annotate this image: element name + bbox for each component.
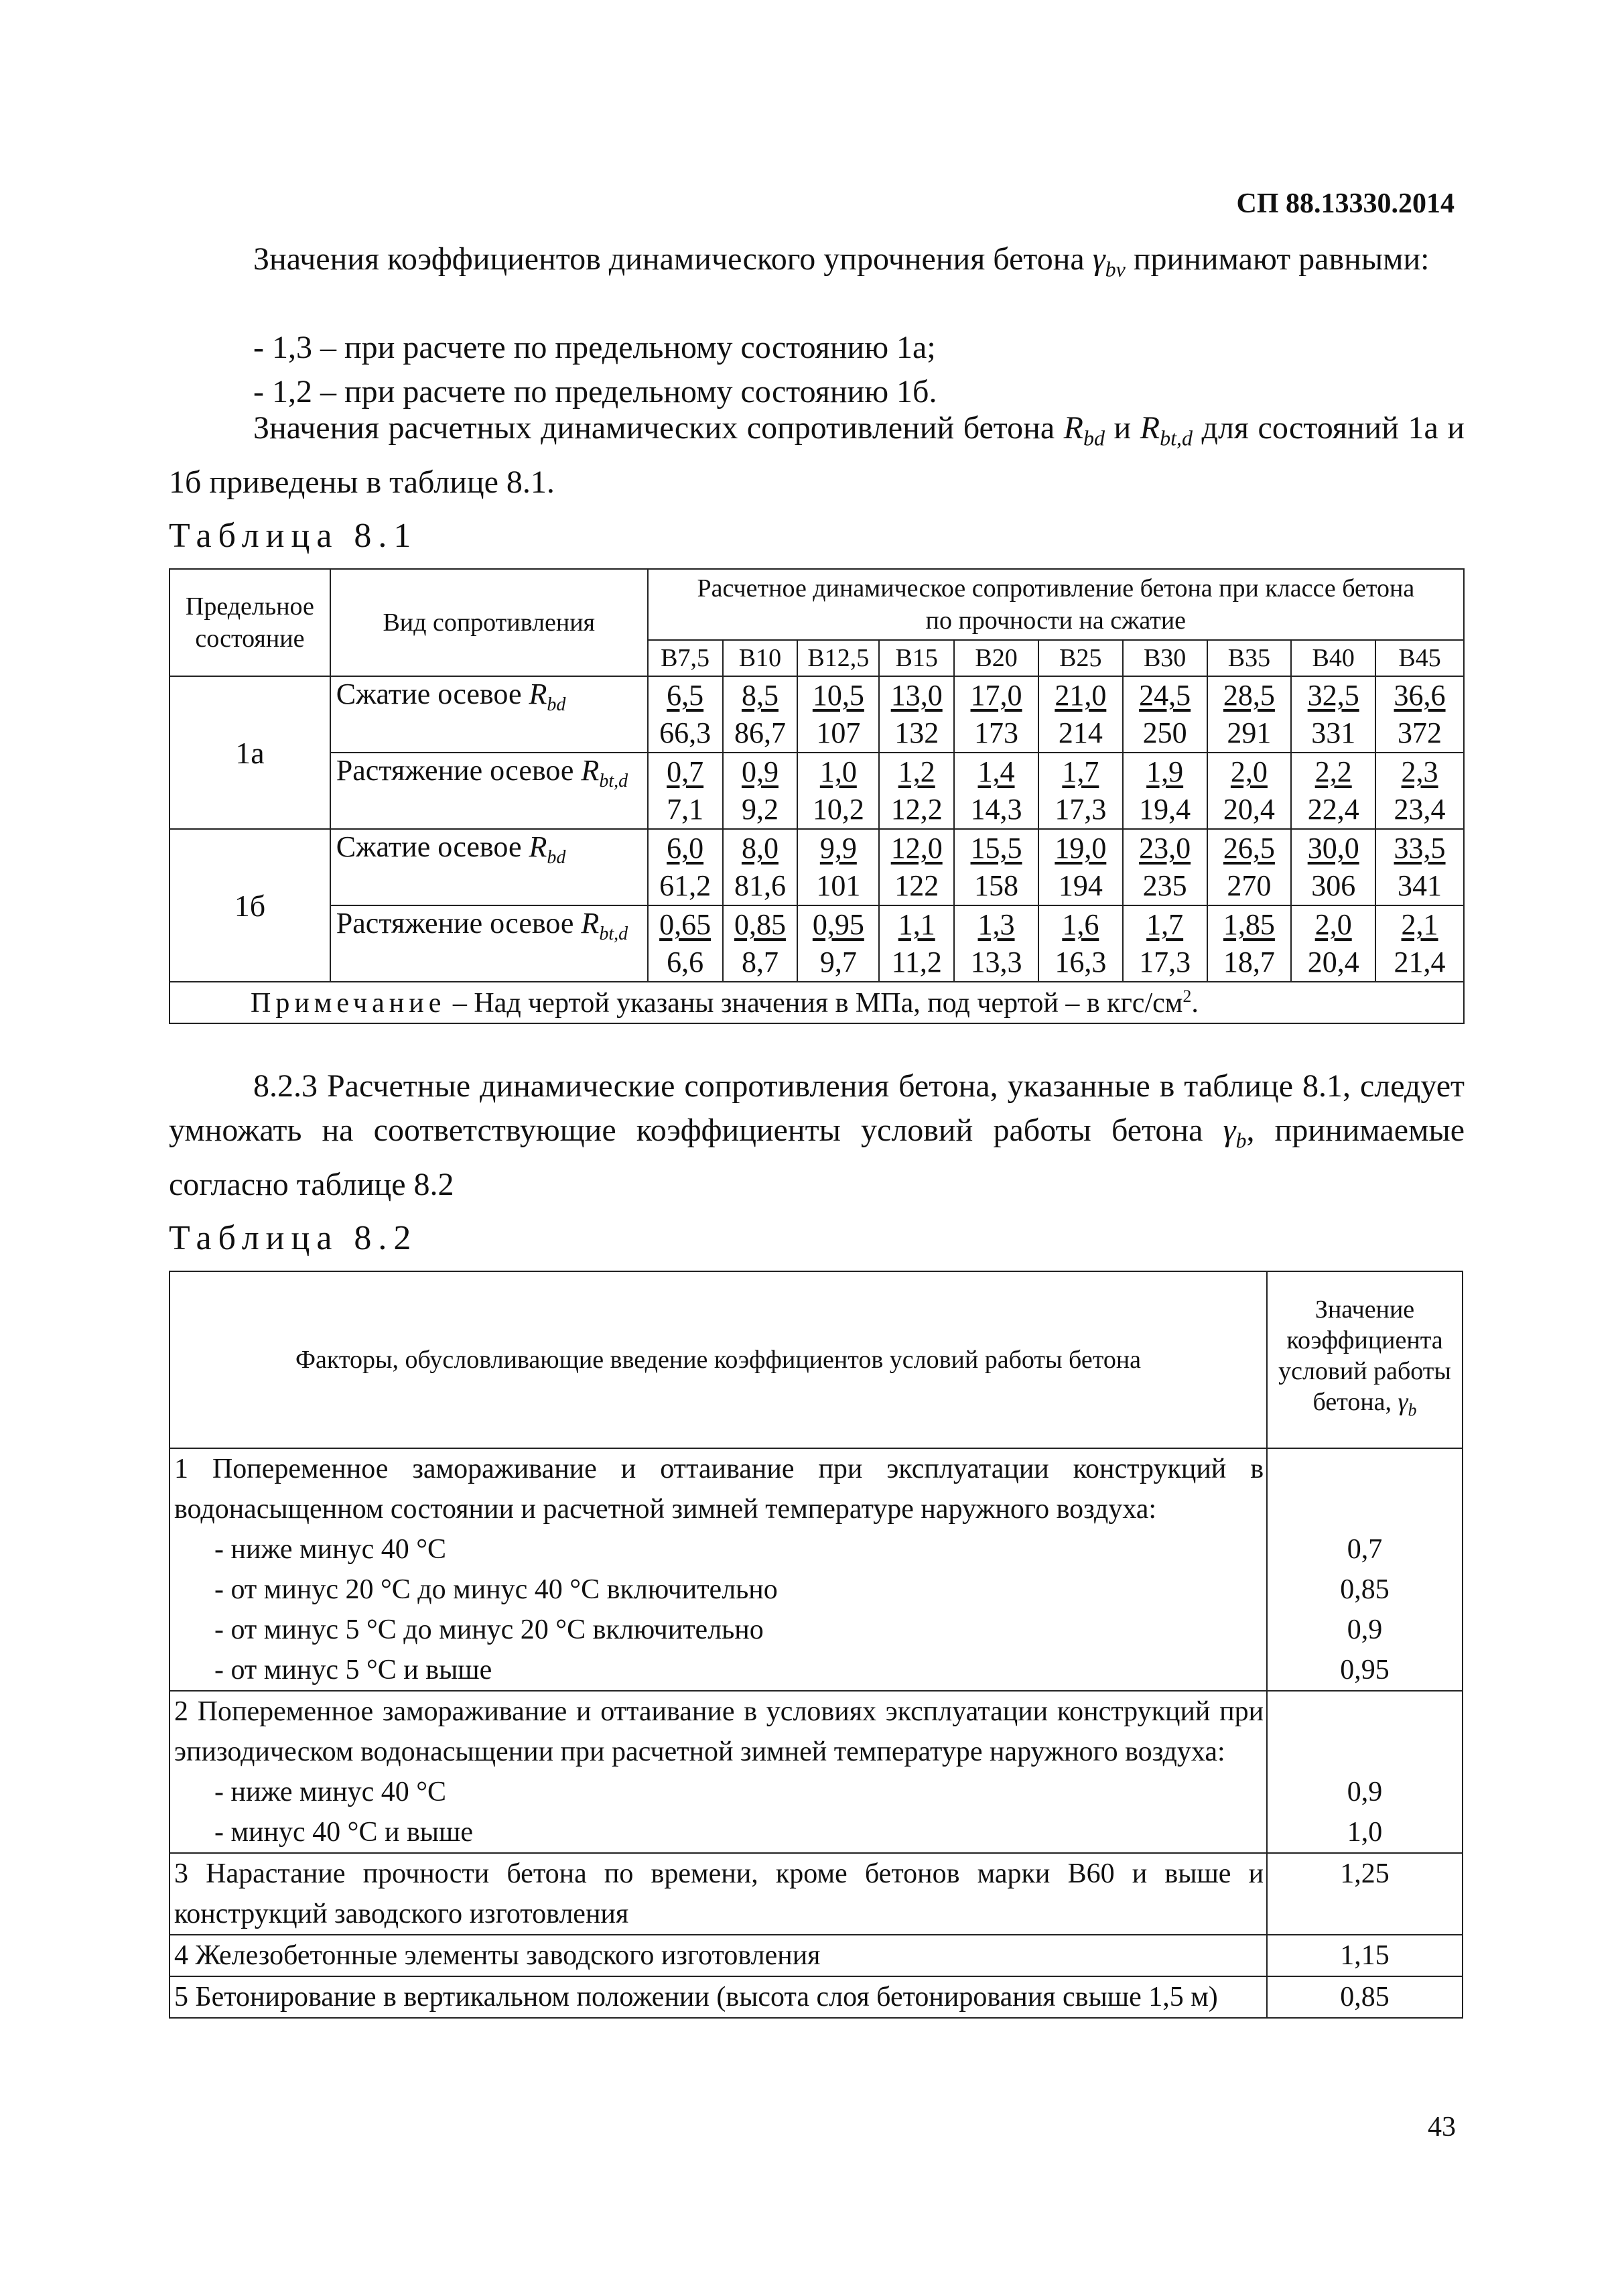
page-number: 43 — [1428, 2112, 1456, 2143]
value-mpa: 12,0 — [890, 832, 943, 865]
value-kgf: 291 — [1227, 716, 1272, 749]
value-kgf: 22,4 — [1307, 793, 1359, 826]
resistance-value-cell — [1123, 676, 1207, 753]
value-kgf: 194 — [1058, 869, 1103, 902]
value-kgf: 10,2 — [812, 793, 864, 826]
value-kgf: 158 — [974, 869, 1019, 902]
factor-subitem: - ниже минус 40 °С — [214, 1534, 447, 1565]
value-kgf: 214 — [1058, 716, 1103, 749]
value-kgf: 270 — [1227, 869, 1272, 902]
value-kgf: 306 — [1311, 869, 1356, 902]
resistance-value-cell — [1038, 753, 1123, 829]
resistance-value-cell — [648, 829, 723, 905]
resistance-value-cell — [723, 829, 798, 905]
value-mpa: 0,95 — [812, 908, 864, 941]
value-mpa: 17,0 — [970, 679, 1022, 712]
value-kgf: 17,3 — [1139, 946, 1191, 978]
header-factors: Факторы, обусловливающие введение коэффициентов условий работы бетона — [170, 1271, 1267, 1448]
limit-state-cell: 1а — [170, 676, 330, 829]
resistance-value-cell — [1207, 829, 1292, 905]
value-kgf: 372 — [1398, 716, 1442, 749]
value-mpa: 21,0 — [1055, 679, 1107, 712]
resistance-value-cell — [954, 753, 1038, 829]
resistance-value-cell — [1291, 753, 1375, 829]
table-row — [170, 1976, 1463, 2018]
resistance-value-cell — [723, 905, 798, 982]
value-kgf: 235 — [1142, 869, 1187, 902]
value-mpa: 2,2 — [1314, 755, 1352, 788]
value-mpa: 1,85 — [1223, 908, 1275, 941]
resistance-kind-cell: Растяжение осевое $R_{bt,d}$ — [330, 753, 648, 829]
class-header: B45 — [1375, 640, 1464, 676]
intro-item-1: - 1,3 – при расчете по предельному состоянию 1а; — [253, 330, 936, 365]
value-kgf: 122 — [894, 869, 939, 902]
value-kgf: 12,2 — [890, 793, 943, 826]
resistance-value-cell — [1375, 905, 1464, 982]
value-mpa: 2,0 — [1314, 908, 1352, 941]
value-kgf: 331 — [1311, 716, 1356, 749]
value-kgf: 16,3 — [1055, 946, 1107, 978]
resistance-value-cell — [1291, 905, 1375, 982]
value-mpa: 0,9 — [741, 755, 779, 788]
value-mpa: 1,3 — [977, 908, 1015, 941]
value-mpa: 26,5 — [1223, 832, 1275, 865]
coefficient-value: 0,85 — [1340, 1982, 1390, 2013]
resistance-value-cell — [797, 905, 879, 982]
header-resistance-kind: Вид сопротивления — [330, 569, 648, 676]
value-mpa: 1,1 — [898, 908, 935, 941]
resistance-value-cell — [954, 905, 1038, 982]
resistance-value-cell — [648, 676, 723, 753]
resistance-kind-cell: Растяжение осевое $R_{bt,d}$ — [330, 905, 648, 982]
intro-paragraph-1: Значения коэффициентов динамического упрочнения бетона $\gamma_{bv}$ принимают равными: — [253, 241, 1430, 281]
value-kgf: 9,2 — [741, 793, 779, 826]
value-kgf: 19,4 — [1139, 793, 1191, 826]
resistance-value-cell — [954, 829, 1038, 905]
coefficient-value: 0,95 — [1340, 1655, 1390, 1685]
value-kgf: 86,7 — [734, 716, 786, 749]
value-mpa: 2,3 — [1401, 755, 1438, 788]
value-mpa: 10,5 — [812, 679, 864, 712]
header-limit-state: Предельное состояние — [170, 569, 330, 676]
value-mpa: 24,5 — [1139, 679, 1191, 712]
factor-cell — [170, 1935, 1267, 1976]
resistance-value-cell — [1375, 753, 1464, 829]
value-mpa: 0,65 — [659, 908, 712, 941]
class-header: B7,5 — [648, 640, 723, 676]
coefficient-value: 1,15 — [1340, 1940, 1390, 1971]
coefficient-cell — [1267, 1935, 1463, 1976]
value-mpa: 0,85 — [734, 908, 786, 941]
class-header: B10 — [723, 640, 798, 676]
table-8-1 — [169, 568, 1465, 1024]
section-8-2-3: 8.2.3 Расчетные динамические сопротивления бетона, указанные в таблице 8.1, следует умножать на соответствующие коэффициенты условий работы бетона $\gamma_b$, принимаемые согласно таблице 8.2 — [169, 1068, 1465, 1202]
resistance-value-cell — [1291, 676, 1375, 753]
limit-state-cell: 1б — [170, 829, 330, 982]
resistance-value-cell — [1038, 905, 1123, 982]
value-kgf: 9,7 — [819, 946, 857, 978]
table-row — [170, 1853, 1463, 1935]
value-kgf: 8,7 — [741, 946, 779, 978]
factor-cell — [170, 1853, 1267, 1935]
gamma-symbol: γ — [1092, 241, 1105, 277]
factor-subitem: - от минус 5 °С до минус 20 °С включительно — [214, 1614, 764, 1645]
value-mpa: 33,5 — [1394, 832, 1446, 865]
resistance-value-cell — [879, 829, 954, 905]
resistance-value-cell — [723, 676, 798, 753]
coefficient-value: 0,9 — [1347, 1614, 1383, 1645]
resistance-value-cell — [797, 753, 879, 829]
resistance-value-cell — [797, 676, 879, 753]
table-row — [170, 1448, 1463, 1691]
coefficient-cell — [1267, 1976, 1463, 2018]
class-header: B30 — [1123, 640, 1207, 676]
value-mpa: 1,9 — [1146, 755, 1184, 788]
value-kgf: 132 — [894, 716, 939, 749]
value-mpa: 28,5 — [1223, 679, 1275, 712]
coefficient-value: 0,85 — [1340, 1574, 1390, 1605]
value-mpa: 36,6 — [1394, 679, 1446, 712]
value-mpa: 1,6 — [1062, 908, 1099, 941]
table-row — [170, 753, 1464, 829]
table-row — [170, 1691, 1463, 1853]
value-kgf: 173 — [974, 716, 1019, 749]
resistance-kind-cell: Сжатие осевое $R_{bd}$ — [330, 676, 648, 753]
factor-text: 1 Попеременное замораживание и оттаивание при эксплуатации конструкций в водонасыщенном состоянии и расчетной зимней температуре наружного воздуха: — [174, 1454, 1264, 1525]
factor-subitem: - минус 40 °С и выше — [214, 1817, 473, 1848]
value-kgf: 18,7 — [1223, 946, 1275, 978]
class-header: B40 — [1291, 640, 1375, 676]
resistance-value-cell — [879, 753, 954, 829]
value-kgf: 11,2 — [891, 946, 942, 978]
table-row — [170, 829, 1464, 905]
intro-paragraph-2: Значения расчетных динамических сопротивлений бетона $R_{bd}$ и $R_{bt,d}$ для состояний 1а и 1б приведены в таблице 8.1. — [169, 410, 1465, 500]
value-kgf: 17,3 — [1055, 793, 1107, 826]
resistance-value-cell — [1207, 676, 1292, 753]
coefficient-cell — [1267, 1691, 1463, 1853]
value-kgf: 61,2 — [659, 869, 712, 902]
resistance-value-cell — [1291, 829, 1375, 905]
table-8-2 — [169, 1271, 1463, 2019]
coefficient-cell — [1267, 1853, 1463, 1935]
resistance-value-cell — [879, 676, 954, 753]
table-row — [170, 676, 1464, 753]
factor-text: 4 Железобетонные элементы заводского изготовления — [174, 1940, 821, 1971]
resistance-value-cell — [879, 905, 954, 982]
value-mpa: 1,7 — [1146, 908, 1184, 941]
factor-text: 3 Нарастание прочности бетона по времени, кроме бетонов марки В60 и выше и конструкций заводского изготовления — [174, 1858, 1264, 1929]
value-kgf: 107 — [816, 716, 861, 749]
header-coefficient: Значение коэффициента условий работы бетона, $\gamma_b$ — [1267, 1271, 1463, 1448]
class-header: B25 — [1038, 640, 1123, 676]
value-kgf: 23,4 — [1394, 793, 1446, 826]
resistance-value-cell — [1375, 676, 1464, 753]
value-mpa: 2,0 — [1230, 755, 1268, 788]
value-kgf: 20,4 — [1223, 793, 1275, 826]
value-mpa: 1,0 — [819, 755, 857, 788]
value-mpa: 6,0 — [667, 832, 704, 865]
factor-cell — [170, 1448, 1267, 1691]
value-kgf: 81,6 — [734, 869, 786, 902]
intro-item-2: - 1,2 – при расчете по предельному состоянию 1б. — [253, 374, 937, 409]
table-row — [170, 1935, 1463, 1976]
coefficient-value: 1,0 — [1347, 1817, 1383, 1848]
value-mpa: 2,1 — [1401, 908, 1438, 941]
value-mpa: 15,5 — [970, 832, 1022, 865]
resistance-value-cell — [797, 829, 879, 905]
resistance-value-cell — [648, 753, 723, 829]
value-mpa: 6,5 — [667, 679, 704, 712]
table-8-1-note: Примечание – Над чертой указаны значения в МПа, под чертой – в кгс/$см^2$. — [170, 982, 1464, 1023]
value-kgf: 250 — [1142, 716, 1187, 749]
resistance-value-cell — [648, 905, 723, 982]
factor-text: 5 Бетонирование в вертикальном положении (высота слоя бетонирования свыше 1,5 м) — [174, 1982, 1218, 2013]
value-mpa: 13,0 — [890, 679, 943, 712]
value-kgf: 66,3 — [659, 716, 712, 749]
coefficient-cell — [1267, 1448, 1463, 1691]
resistance-value-cell — [1123, 829, 1207, 905]
factor-subitem: - от минус 5 °С и выше — [214, 1655, 492, 1685]
class-header: B12,5 — [797, 640, 879, 676]
value-mpa: 9,9 — [819, 832, 857, 865]
value-kgf: 6,6 — [667, 946, 704, 978]
class-header: B15 — [879, 640, 954, 676]
resistance-value-cell — [723, 753, 798, 829]
value-kgf: 14,3 — [970, 793, 1022, 826]
header-resistance-group: Расчетное динамическое сопротивление бетона при классе бетона по прочности на сжатие — [648, 569, 1464, 640]
value-mpa: 1,4 — [977, 755, 1015, 788]
value-kgf: 7,1 — [667, 793, 704, 826]
factor-cell — [170, 1691, 1267, 1853]
factor-subitem: - ниже минус 40 °С — [214, 1777, 447, 1807]
value-mpa: 32,5 — [1307, 679, 1359, 712]
coefficient-value: 1,25 — [1340, 1858, 1390, 1889]
value-kgf: 13,3 — [970, 946, 1022, 978]
resistance-value-cell — [1038, 829, 1123, 905]
resistance-value-cell — [1123, 905, 1207, 982]
resistance-value-cell — [1123, 753, 1207, 829]
value-mpa: 0,7 — [667, 755, 704, 788]
value-kgf: 101 — [816, 869, 861, 902]
class-header: B35 — [1207, 640, 1292, 676]
coefficient-value: 0,9 — [1347, 1777, 1383, 1807]
value-mpa: 1,7 — [1062, 755, 1099, 788]
table-8-2-caption: Таблица 8.2 — [169, 1219, 418, 1257]
value-mpa: 8,0 — [741, 832, 779, 865]
resistance-kind-cell: Сжатие осевое $R_{bd}$ — [330, 829, 648, 905]
value-mpa: 30,0 — [1307, 832, 1359, 865]
class-header: B20 — [954, 640, 1038, 676]
value-mpa: 23,0 — [1139, 832, 1191, 865]
resistance-value-cell — [1207, 753, 1292, 829]
factor-subitem: - от минус 20 °С до минус 40 °С включительно — [214, 1574, 778, 1605]
factor-text: 2 Попеременное замораживание и оттаивание в условиях эксплуатации конструкций при эпизодическом водонасыщении при расчетной зимней температуре наружного воздуха: — [174, 1696, 1264, 1767]
resistance-value-cell — [1375, 829, 1464, 905]
table-8-1-caption: Таблица 8.1 — [169, 517, 418, 555]
coefficient-value: 0,7 — [1347, 1534, 1383, 1565]
value-kgf: 21,4 — [1394, 946, 1446, 978]
value-mpa: 8,5 — [741, 679, 779, 712]
value-kgf: 341 — [1398, 869, 1442, 902]
resistance-value-cell — [954, 676, 1038, 753]
value-mpa: 1,2 — [898, 755, 935, 788]
value-kgf: 20,4 — [1307, 946, 1359, 978]
document-code: СП 88.13330.2014 — [1236, 188, 1455, 219]
resistance-value-cell — [1038, 676, 1123, 753]
resistance-value-cell — [1207, 905, 1292, 982]
value-mpa: 19,0 — [1055, 832, 1107, 865]
factor-cell — [170, 1976, 1267, 2018]
table-row — [170, 905, 1464, 982]
